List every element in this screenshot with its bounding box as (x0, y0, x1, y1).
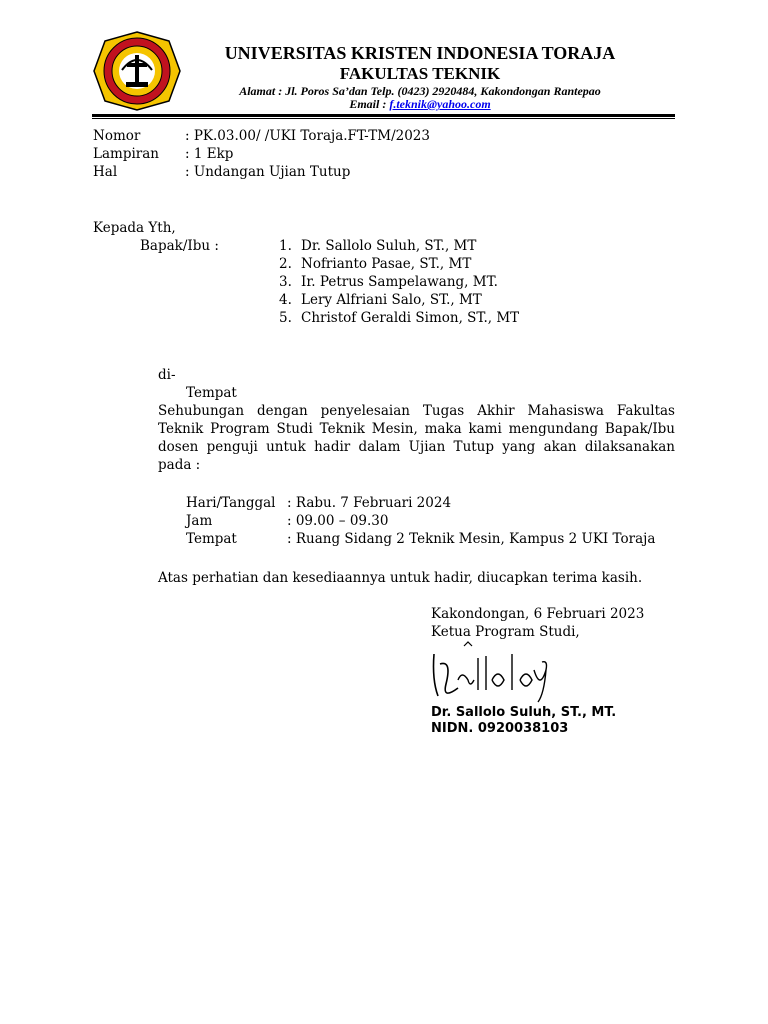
university-logo (92, 30, 182, 112)
email-link[interactable]: f.teknik@yahoo.com (389, 97, 491, 111)
meta-value: : 1 Ekp (185, 146, 234, 162)
body-paragraph (158, 402, 675, 474)
schedule-row: Hari/Tanggal : Rabu. 7 Februari 2024 (186, 495, 452, 511)
faculty-name: FAKULTAS TEKNIK (339, 64, 501, 83)
address: Alamat : Jl. Poros Sa’dan Telp. (0423) 2920484, Kakondongan Rantepao (239, 84, 601, 98)
recipient-list (279, 237, 519, 327)
email-label: Email : (349, 97, 390, 111)
meta-row (93, 127, 430, 145)
recipient-title: Bapak/Ibu : (140, 238, 219, 254)
email-line (200, 97, 640, 112)
schedule-row: Tempat : Ruang Sidang 2 Teknik Mesin, Kampus 2 UKI Toraja (186, 531, 656, 547)
meta-row (93, 163, 430, 181)
list-item: 3. Ir. Petrus Sampelawang, MT. (279, 274, 498, 290)
di-label: di- (158, 367, 176, 383)
list-item: 1. Dr. Sallolo Suluh, ST., MT (279, 238, 477, 254)
schedule-row: Jam : 09.00 – 09.30 (186, 513, 389, 529)
signer-position: Ketua Program Studi, (431, 624, 580, 640)
header-rule-thick (92, 114, 675, 117)
place-label: Tempat (186, 385, 237, 401)
meta-row (93, 145, 430, 163)
meta-value: : Undangan Ujian Tutup (185, 164, 351, 180)
handwritten-signature (428, 640, 558, 708)
signer-name: Dr. Sallolo Suluh, ST., MT. (431, 705, 617, 720)
schedule (186, 494, 655, 548)
meta-label: Lampiran (93, 146, 159, 162)
greeting: Kepada Yth, (93, 220, 176, 236)
meta-label: Nomor (93, 128, 141, 144)
university-name: UNIVERSITAS KRISTEN INDONESIA TORAJA (224, 43, 616, 63)
letter-meta (93, 127, 430, 181)
list-item: 5. Christof Geraldi Simon, ST., MT (279, 310, 520, 326)
body-line: Sehubungan dengan penyelesaian Tugas Akhir Mahasiswa Fakultas (158, 403, 675, 419)
meta-value: : PK.03.00/ /UKI Toraja.FT-TM/2023 (185, 128, 430, 144)
place-date: Kakondongan, 6 Februari 2023 (431, 606, 645, 622)
body-line: dosen penguji untuk hadir dalam Ujian Tutup yang akan dilaksanakan (158, 439, 675, 455)
closing-text: Atas perhatian dan kesediaannya untuk hadir, diucapkan terima kasih. (158, 570, 643, 586)
body-line: pada : (158, 457, 201, 473)
body-line: Teknik Program Studi Teknik Mesin, maka kami mengundang Bapak/Ibu (158, 421, 675, 437)
header-rule-thin (92, 118, 675, 119)
signer-nidn: NIDN. 0920038103 (431, 721, 569, 736)
meta-label: Hal (93, 164, 118, 180)
list-item: 4. Lery Alfriani Salo, ST., MT (279, 292, 482, 308)
list-item: 2. Nofrianto Pasae, ST., MT (279, 256, 472, 272)
